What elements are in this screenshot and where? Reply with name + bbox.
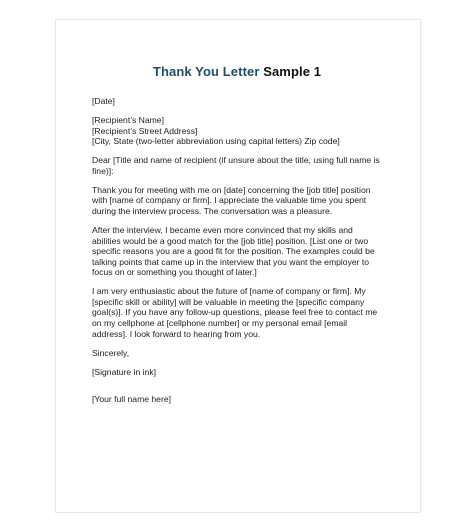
date-line xyxy=(92,96,404,107)
recipient-address xyxy=(92,115,404,147)
paragraph-line: focus on or something you thought of later.] xyxy=(92,267,257,278)
closing xyxy=(92,348,404,359)
address-line: [Recipient’s Street Address] xyxy=(92,125,198,136)
paragraph-line: Thank you for meeting with me on [date] concerning the [job title] position xyxy=(92,184,371,195)
paragraph-line: abilities would be a good match for the [job title] position. [List one or two xyxy=(92,235,369,246)
letter-body xyxy=(92,96,404,413)
signature-line xyxy=(92,367,404,378)
paragraph-1 xyxy=(92,185,404,217)
date-text: [Date] xyxy=(92,96,115,106)
paragraph-line: with [name of company or firm]. I appreciate the valuable time you spent xyxy=(92,195,367,206)
paragraph-line: After the interview, I became even more convinced that my skills and xyxy=(92,224,353,235)
paragraph-3 xyxy=(92,286,404,339)
paragraph-2 xyxy=(92,225,404,278)
address-line: [City, State (two-letter abbreviation using capital letters) Zip code] xyxy=(92,136,340,147)
title-part-2: Sample 1 xyxy=(263,64,322,79)
closing-text: Sincerely, xyxy=(92,347,130,358)
full-name-line xyxy=(92,394,404,405)
salutation-line: Dear [Title and name of recipient (if unsure about the title, using full name is xyxy=(92,155,380,166)
salutation-line: fine)]: xyxy=(92,165,114,176)
full-name-text: [Your full name here] xyxy=(92,394,171,405)
address-line: [Recipient’s Name] xyxy=(92,114,164,125)
page-title xyxy=(0,64,474,79)
paragraph-line: on my cellphone at [cellphone number] or my personal email [email xyxy=(92,318,348,329)
paragraph-line: goal(s)]. If you have any follow-up questions, please feel free to contact me xyxy=(92,307,378,318)
signature-text: [Signature in ink] xyxy=(92,366,157,377)
salutation xyxy=(92,155,404,176)
title-part-1: Thank You Letter xyxy=(152,64,260,79)
paragraph-line: address]. I look forward to hearing from you. xyxy=(92,328,261,339)
paragraph-line: talking points that came up in the interview that you want the employer to xyxy=(92,256,370,267)
paragraph-line: specific reasons you are a good fit for the position. The examples could be xyxy=(92,246,375,257)
paragraph-line: I am very enthusiastic about the future of [name of company or firm]. My xyxy=(92,286,366,297)
paragraph-line: during the interview process. The conversation was a pleasure. xyxy=(92,205,333,216)
paragraph-line: [specific skill or ability] will be valuable in meeting the [specific company xyxy=(92,296,365,307)
